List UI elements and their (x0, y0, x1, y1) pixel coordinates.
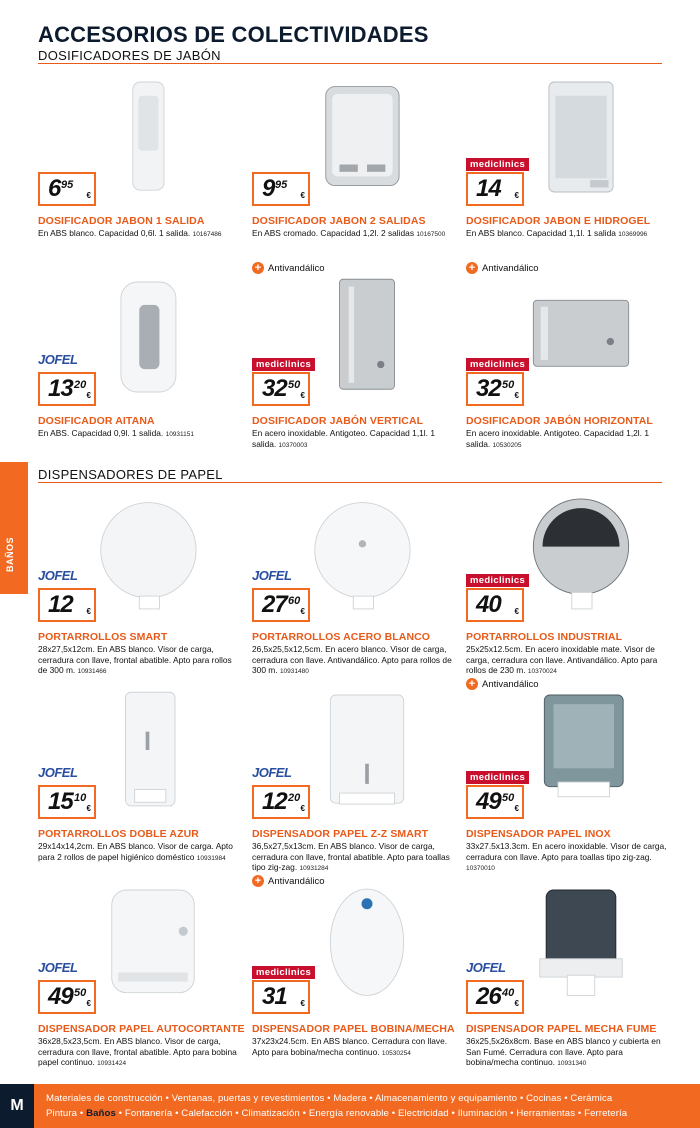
price-tag (252, 372, 310, 406)
product-image[interactable] (312, 272, 422, 402)
product-image[interactable] (526, 488, 636, 618)
product-description-text: En ABS blanco. Capacidad 1,1l. 1 salida (466, 228, 616, 238)
footer (0, 1084, 700, 1128)
footer-line2-start[interactable]: Pintura • (46, 1108, 87, 1119)
product-ref: 10931480 (279, 668, 309, 675)
footer-active-category[interactable]: Baños (86, 1108, 116, 1119)
product-description-text: En ABS blanco. Capacidad 0,6l. 1 salida. (38, 228, 191, 238)
product-image[interactable] (312, 488, 422, 618)
price-integer: 9 (262, 175, 275, 202)
brand-logo[interactable]: M (0, 1084, 34, 1128)
brand-name: JOFEL (38, 960, 78, 975)
product-description (252, 841, 457, 875)
section-title-soap: DOSIFICADORES DE JABÓN (38, 48, 221, 63)
product-name[interactable]: PORTARROLLOS DOBLE AZUR (38, 828, 199, 840)
price-tag (466, 980, 524, 1014)
section-title-paper: DISPENSADORES DE PAPEL (38, 467, 223, 482)
product-card[interactable] (466, 272, 676, 462)
product-image[interactable] (98, 72, 208, 202)
price-tag (466, 172, 524, 206)
product-description-text: 28x27,5x12cm. En ABS blanco. Visor de carga, cerradura con llave, frontal abatible. Apto para rollos de 300 m. (38, 644, 232, 675)
price-tag (466, 372, 524, 406)
product-card[interactable] (38, 488, 248, 678)
price-integer: 12 (262, 788, 287, 815)
product-image[interactable] (526, 685, 636, 815)
price-tag (38, 980, 96, 1014)
product-name[interactable]: PORTARROLLOS ACERO BLANCO (252, 631, 431, 643)
product-name[interactable]: DOSIFICADOR JABÓN VERTICAL (252, 415, 424, 427)
product-description (466, 1036, 671, 1070)
product-name[interactable]: DISPENSADOR PAPEL INOX (466, 828, 611, 840)
product-name[interactable]: DISPENSADOR PAPEL BOBINA/MECHA (252, 1023, 455, 1035)
brand-logo-jofel (466, 960, 505, 975)
brand-logo-jofel (38, 960, 77, 975)
price-tag (252, 588, 310, 622)
product-card[interactable] (38, 272, 248, 462)
product-name[interactable]: DOSIFICADOR JABON E HIDROGEL (466, 215, 651, 227)
product-description (38, 1036, 243, 1070)
price-tag (252, 980, 310, 1014)
product-ref: 10167500 (416, 231, 446, 238)
product-image[interactable] (98, 685, 208, 815)
brand-logo-jofel (38, 352, 77, 367)
product-name[interactable]: DOSIFICADOR JABON 2 SALIDAS (252, 215, 426, 227)
price-currency: € (514, 804, 519, 813)
plus-icon: + (252, 875, 264, 887)
section-rule (38, 63, 662, 64)
product-card[interactable] (466, 685, 676, 875)
brand-logo-mediclinics: mediclinics (252, 358, 315, 371)
product-description-text: 26,5x25,5x12,5cm. En acero blanco. Visor de carga, cerradura con llave. Antivandálico. Apto para rollos de 300 m. (252, 644, 452, 675)
product-image[interactable] (98, 880, 208, 1010)
product-image[interactable] (312, 685, 422, 815)
product-description-text: 33x27.5x13.3cm. En acero inoxidable. Visor de carga, cerradura con llave. Apto para toallas tipo zig-zag. (466, 841, 667, 862)
product-card[interactable] (38, 685, 248, 875)
product-ref: 10931151 (165, 431, 195, 438)
footer-categories-line2[interactable] (46, 1108, 627, 1119)
product-image[interactable] (98, 272, 208, 402)
price-decimal: 50 (502, 792, 515, 804)
price-integer: 49 (476, 788, 501, 815)
price-currency: € (514, 191, 519, 200)
product-description-text: 37x23x24.5cm. En ABS blanco. Cerradura con llave. Apto para bobina/mecha continuo. (252, 1036, 448, 1057)
product-ref: 10931424 (97, 1060, 127, 1067)
plus-icon: + (252, 262, 264, 274)
plus-icon: + (466, 262, 478, 274)
price-integer: 31 (262, 983, 287, 1010)
product-card[interactable] (252, 488, 462, 678)
price-currency: € (514, 607, 519, 616)
product-ref: 10931466 (77, 668, 107, 675)
product-description (466, 428, 671, 451)
product-card[interactable] (252, 272, 462, 462)
badge-label: Antivandálico (482, 678, 539, 690)
product-description (252, 428, 457, 451)
product-card[interactable] (38, 72, 248, 262)
price-integer: 49 (48, 983, 73, 1010)
brand-logo-mediclinics: mediclinics (466, 158, 529, 171)
price-tag (466, 785, 524, 819)
price-currency: € (86, 391, 91, 400)
product-name[interactable]: PORTARROLLOS INDUSTRIAL (466, 631, 623, 643)
product-ref: 10530205 (492, 441, 522, 449)
product-description (252, 644, 457, 678)
price-integer: 26 (476, 983, 501, 1010)
product-description (252, 1036, 457, 1059)
product-card[interactable] (466, 72, 676, 262)
product-description (38, 841, 243, 864)
price-integer: 14 (476, 175, 501, 202)
product-ref: 10370010 (466, 865, 495, 872)
price-currency: € (86, 804, 91, 813)
brand-name: JOFEL (466, 960, 506, 975)
product-card[interactable] (38, 880, 248, 1070)
price-decimal: 95 (61, 179, 74, 191)
product-image[interactable] (526, 880, 636, 1010)
price-integer: 32 (476, 375, 501, 402)
footer-categories-line1[interactable]: Materiales de construcción • Ventanas, puertas y revestimientos • Madera • Almacenamiento y equipamiento • Cocinas • Cerámica (46, 1093, 613, 1104)
product-description (38, 428, 243, 441)
product-description (466, 644, 671, 678)
product-description (466, 841, 671, 875)
price-currency: € (86, 191, 91, 200)
product-description-text: En acero inoxidable. Antigoteo. Capacidad 1,1l. 1 salida. (252, 428, 435, 449)
product-description-text: 25x25x12.5cm. En acero inoxidable mate. Visor de carga, cerradura con llave. Antivandálico. Apto para rollos de 230 m. (466, 644, 658, 675)
price-currency: € (300, 999, 305, 1008)
product-image[interactable] (526, 272, 636, 402)
price-currency: € (514, 391, 519, 400)
price-currency: € (514, 999, 519, 1008)
product-image[interactable] (98, 488, 208, 618)
product-ref: 10369996 (618, 231, 648, 238)
price-decimal: 40 (502, 987, 515, 999)
product-description-text: 36x25,5x26x8cm. Base en ABS blanco y cubierta en San Fumé. Cerradura con llave. Apto para bobina/mecha continuo. (466, 1036, 661, 1067)
price-decimal: 50 (502, 379, 515, 391)
price-integer: 13 (48, 375, 73, 402)
product-card[interactable] (466, 488, 676, 678)
product-image[interactable] (312, 72, 422, 202)
brand-logo-mediclinics: mediclinics (252, 966, 315, 979)
price-integer: 15 (48, 788, 73, 815)
side-tab-label: BAÑOS (5, 536, 15, 572)
product-ref: 10931984 (196, 854, 226, 862)
price-integer: 40 (476, 591, 501, 618)
product-name[interactable]: DISPENSADOR PAPEL MECHA FUME (466, 1023, 657, 1035)
product-description-text: En ABS cromado. Capacidad 1,2l. 2 salidas (252, 228, 415, 238)
product-name[interactable]: DISPENSADOR PAPEL AUTOCORTANTE (38, 1023, 245, 1035)
price-tag (38, 172, 96, 206)
page-title: ACCESORIOS DE COLECTIVIDADES (38, 22, 429, 47)
price-tag (38, 372, 96, 406)
badge-label: Antivandálico (268, 262, 325, 274)
footer-line2-end[interactable]: • Fontanería • Calefacción • Climatización • Energía renovable • Electricidad • Iluminación • Herramientas • Ferretería (115, 1108, 628, 1119)
product-description-text: En acero inoxidable. Antigoteo. Capacidad 1,2l. 1 salida. (466, 428, 649, 449)
product-card[interactable] (252, 685, 462, 875)
price-integer: 6 (48, 175, 61, 202)
price-integer: 32 (262, 375, 287, 402)
price-currency: € (86, 999, 91, 1008)
price-currency: € (300, 391, 305, 400)
product-description (38, 228, 243, 241)
price-decimal: 60 (288, 595, 301, 607)
product-description (252, 228, 457, 241)
product-description-text: 36,5x27,5x13cm. En ABS blanco. Visor de carga, cerradura con llave, frontal abatible. Apto para toallas tipo zig-zag. (252, 841, 450, 872)
price-currency: € (300, 191, 305, 200)
product-name[interactable]: DOSIFICADOR JABÓN HORIZONTAL (466, 415, 653, 427)
product-ref: 10931340 (557, 1060, 587, 1067)
product-description-text: En ABS. Capacidad 0,9l. 1 salida. (38, 428, 164, 438)
product-description (38, 644, 243, 678)
price-decimal: 50 (288, 379, 301, 391)
brand-logo-mediclinics: mediclinics (466, 771, 529, 784)
price-tag (466, 588, 524, 622)
badge-label: Antivandálico (482, 262, 539, 274)
product-description-text: 29x14x14,2cm. En ABS blanco. Visor de carga. Apto para 2 rollos de papel higiénico doméstico (38, 841, 233, 862)
plus-icon: + (466, 678, 478, 690)
price-decimal: 95 (275, 179, 288, 191)
brand-name: JOFEL (38, 352, 78, 367)
product-description-text: 36x28,5x23,5cm. En ABS blanco. Visor de carga, cerradura con llave, frontal abatible. Apto para bobina papel continuo. (38, 1036, 237, 1067)
price-currency: € (300, 804, 305, 813)
brand-logo-jofel (38, 765, 77, 780)
product-name[interactable]: DOSIFICADOR JABON 1 SALIDA (38, 215, 205, 227)
price-tag (252, 172, 310, 206)
product-card[interactable] (252, 880, 462, 1070)
price-decimal: 10 (74, 792, 87, 804)
brand-name: JOFEL (252, 568, 292, 583)
price-currency: € (300, 607, 305, 616)
price-tag (38, 588, 96, 622)
price-tag (38, 785, 96, 819)
price-integer: 27 (262, 591, 287, 618)
price-integer: 12 (48, 591, 73, 618)
product-card[interactable] (252, 72, 462, 262)
product-ref: 10370024 (527, 668, 557, 675)
side-tab[interactable] (0, 462, 28, 594)
product-card[interactable] (466, 880, 676, 1070)
product-ref: 10167486 (192, 231, 222, 238)
product-image[interactable] (312, 880, 422, 1010)
price-decimal: 50 (74, 987, 87, 999)
product-description (466, 228, 671, 241)
product-ref: 10370003 (278, 441, 308, 449)
price-decimal: 20 (74, 379, 87, 391)
brand-logo-mediclinics: mediclinics (466, 358, 529, 371)
brand-name: JOFEL (38, 765, 78, 780)
brand-name: JOFEL (252, 765, 292, 780)
price-tag (252, 785, 310, 819)
product-name[interactable]: DOSIFICADOR AITANA (38, 415, 155, 427)
brand-logo-jofel (252, 765, 291, 780)
product-name[interactable]: PORTARROLLOS SMART (38, 631, 168, 643)
section-rule (38, 482, 662, 483)
badge-label: Antivandálico (268, 875, 325, 887)
price-currency: € (86, 607, 91, 616)
brand-logo-jofel (252, 568, 291, 583)
product-ref: 10931284 (299, 865, 329, 872)
brand-logo-jofel (38, 568, 77, 583)
product-image[interactable] (526, 72, 636, 202)
brand-name: JOFEL (38, 568, 78, 583)
price-decimal: 20 (288, 792, 301, 804)
brand-logo-mediclinics: mediclinics (466, 574, 529, 587)
product-name[interactable]: DISPENSADOR PAPEL Z-Z SMART (252, 828, 429, 840)
product-ref: 10530254 (381, 1049, 411, 1057)
